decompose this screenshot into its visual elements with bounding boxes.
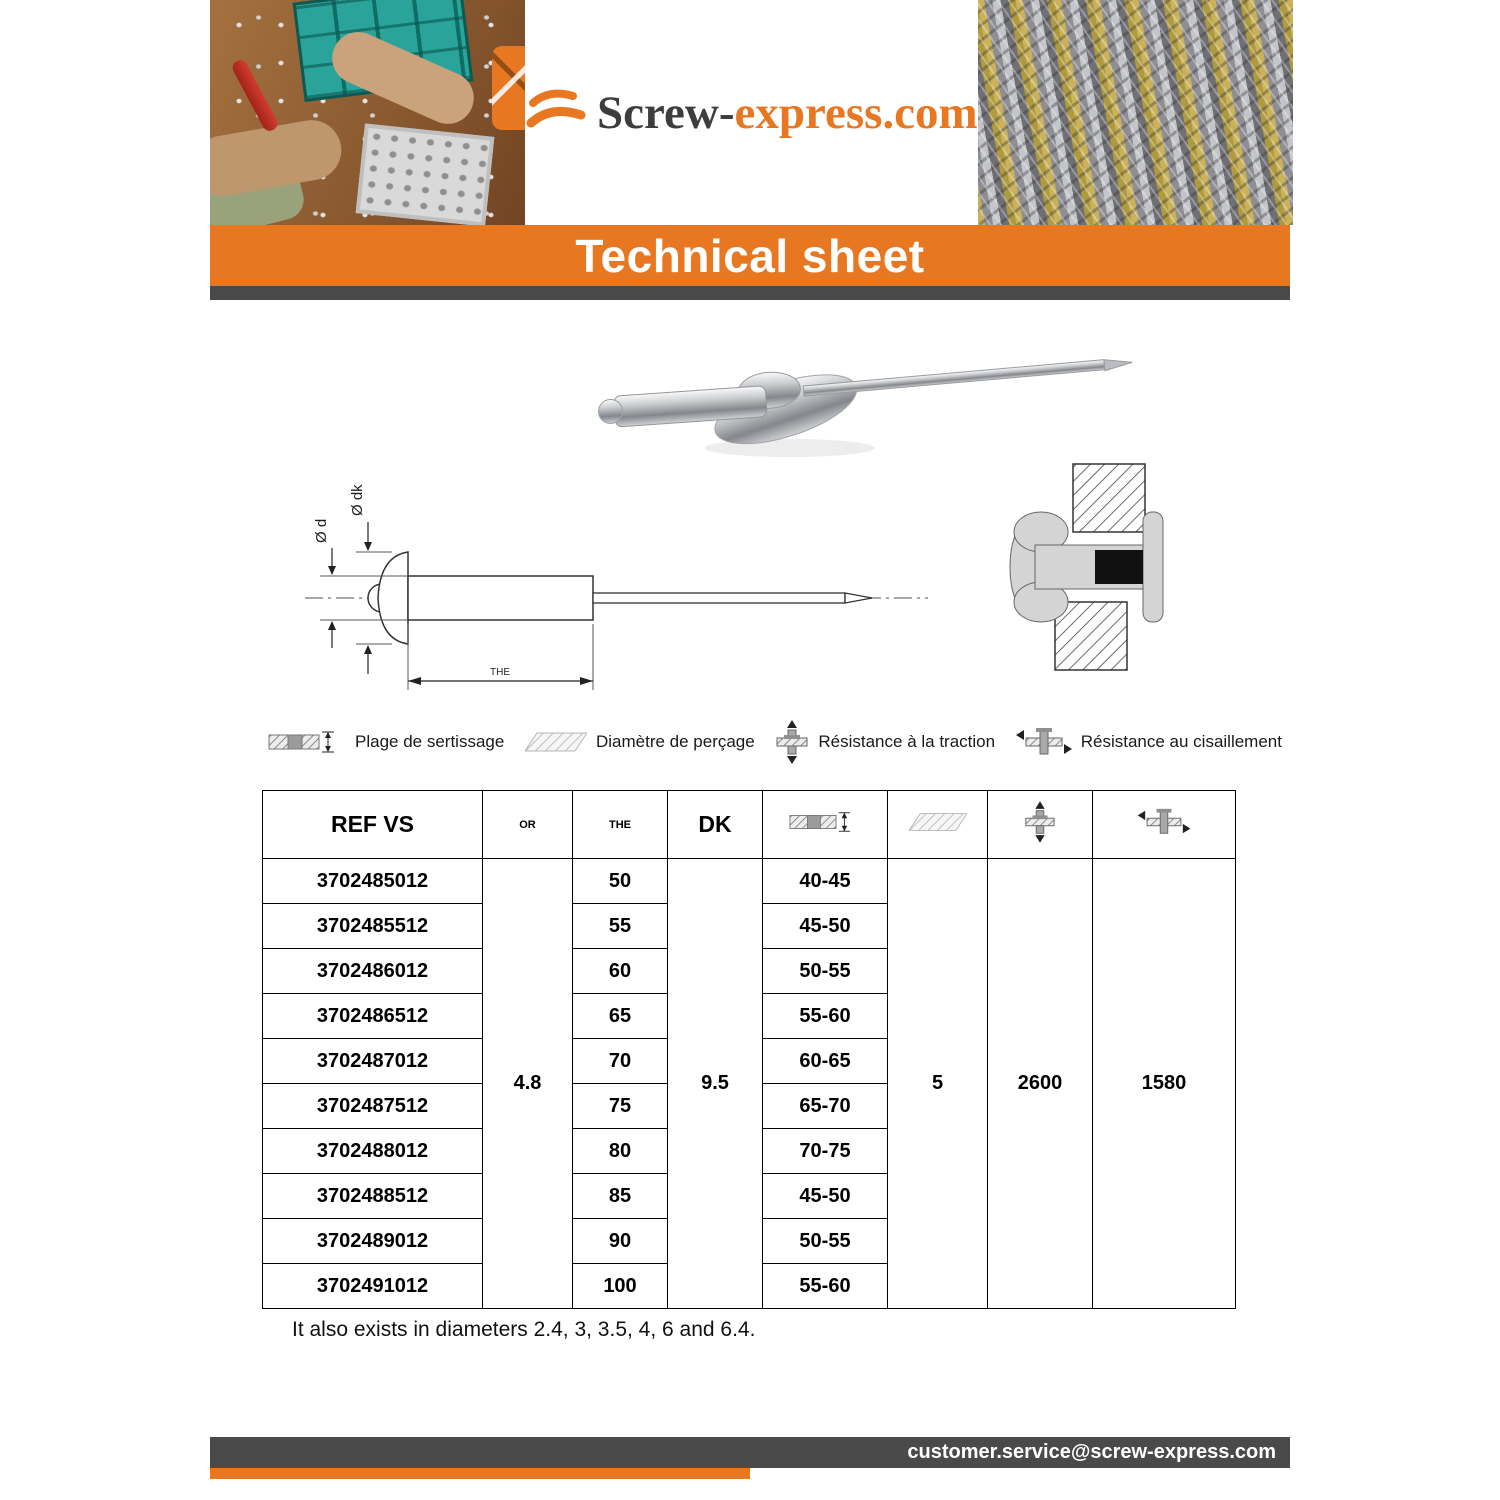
banner-underline <box>210 286 1290 300</box>
footer-accent-strip <box>210 1468 750 1479</box>
the-cell: 100 <box>573 1264 668 1309</box>
dim-label-d: Ø d <box>313 518 330 543</box>
the-cell: 55 <box>573 904 668 949</box>
rivet-technical-drawing <box>280 448 940 718</box>
legend-crimp-range <box>268 729 504 755</box>
crimp-range-cell: 50-55 <box>763 949 888 994</box>
legend-tensile-strength <box>775 720 995 764</box>
shear-merged-cell: 1580 <box>1093 859 1236 1309</box>
logo-text-screw: Screw- <box>597 86 735 139</box>
crimp-range-cell: 70-75 <box>763 1129 888 1174</box>
title-banner <box>210 225 1290 286</box>
dim-label-the: THE <box>490 667 510 678</box>
drill-diameter-merged-cell: 5 <box>888 859 988 1309</box>
header-ref-vs: REF VS <box>263 791 483 859</box>
ref-cell: 3702488012 <box>263 1129 483 1174</box>
screwdriver <box>230 58 280 134</box>
tensile-merged-cell: 2600 <box>988 859 1093 1309</box>
spec-table-body <box>263 859 1236 1309</box>
crimp-range-icon <box>789 809 861 835</box>
crimp-range-cell: 50-55 <box>763 1219 888 1264</box>
legend-drill-diameter <box>525 731 755 753</box>
logo-swoosh-icon <box>525 87 587 139</box>
ref-cell: 3702485512 <box>263 904 483 949</box>
shear-strength-icon <box>1137 806 1191 838</box>
crimp-range-cell: 60-65 <box>763 1039 888 1084</box>
the-cell: 50 <box>573 859 668 904</box>
logo <box>525 0 978 225</box>
spec-table <box>262 790 1236 1309</box>
the-cell: 80 <box>573 1129 668 1174</box>
the-cell: 70 <box>573 1039 668 1084</box>
header-tensile-strength <box>988 791 1093 859</box>
ref-cell: 3702486512 <box>263 994 483 1039</box>
the-cell: 65 <box>573 994 668 1039</box>
legend-shear-strength <box>1016 725 1282 759</box>
the-cell: 90 <box>573 1219 668 1264</box>
tensile-strength-icon <box>775 720 809 764</box>
header-or: OR <box>483 791 573 859</box>
the-cell: 60 <box>573 949 668 994</box>
crimp-range-cell: 65-70 <box>763 1084 888 1129</box>
crimp-range-cell: 40-45 <box>763 859 888 904</box>
logo-text <box>597 86 978 140</box>
screw-tray <box>356 123 495 225</box>
legend-label: Plage de sertissage <box>355 732 505 751</box>
the-cell: 85 <box>573 1174 668 1219</box>
drill-diameter-icon <box>909 811 967 833</box>
header-crimp-range <box>763 791 888 859</box>
legend-label: Résistance à la traction <box>818 732 996 751</box>
ref-cell: 3702488512 <box>263 1174 483 1219</box>
crimp-range-cell: 55-60 <box>763 1264 888 1309</box>
or-merged-cell: 4.8 <box>483 859 573 1309</box>
installed-rivet-cross-section <box>995 460 1185 675</box>
page-title: Technical sheet <box>575 229 925 282</box>
shear-strength-icon <box>1016 725 1072 759</box>
dim-label-dk: Ø dk <box>349 484 366 516</box>
footer-bar <box>210 1437 1290 1468</box>
ref-cell: 3702489012 <box>263 1219 483 1264</box>
diameters-note: It also exists in diameters 2.4, 3, 3.5, 4, 6 and 6.4. <box>292 1318 756 1341</box>
logo-text-express: express.com <box>734 86 978 139</box>
ref-cell: 3702486012 <box>263 949 483 994</box>
ref-cell: 3702487512 <box>263 1084 483 1129</box>
ref-cell: 3702485012 <box>263 859 483 904</box>
header <box>210 0 1290 225</box>
drill-diameter-icon <box>525 731 587 753</box>
crimp-range-icon <box>268 729 346 755</box>
table-row <box>263 859 1236 904</box>
crimp-range-cell: 45-50 <box>763 904 888 949</box>
workbench-photo <box>210 0 525 225</box>
customer-service-email[interactable]: customer.service@screw-express.com <box>907 1441 1276 1463</box>
table-header-row <box>263 791 1236 859</box>
legend-label: Diamètre de perçage <box>595 732 755 751</box>
dk-merged-cell: 9.5 <box>668 859 763 1309</box>
screws-photo <box>978 0 1293 225</box>
crimp-range-cell: 55-60 <box>763 994 888 1039</box>
legend <box>268 720 1282 764</box>
header-the: THE <box>573 791 668 859</box>
header-drill-diameter <box>888 791 988 859</box>
ref-cell: 3702487012 <box>263 1039 483 1084</box>
header-dk: DK <box>668 791 763 859</box>
header-shear-strength <box>1093 791 1236 859</box>
ref-cell: 3702491012 <box>263 1264 483 1309</box>
legend-label: Résistance au cisaillement <box>1080 732 1282 751</box>
tools-badge <box>492 46 525 130</box>
the-cell: 75 <box>573 1084 668 1129</box>
tensile-strength-icon <box>1024 801 1056 843</box>
crimp-range-cell: 45-50 <box>763 1174 888 1219</box>
